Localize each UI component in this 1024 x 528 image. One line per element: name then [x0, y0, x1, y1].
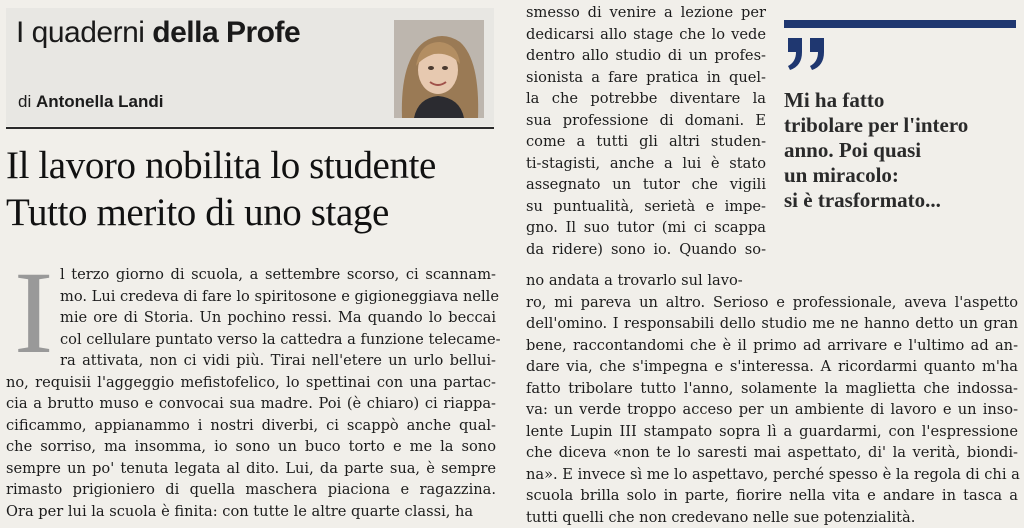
- text-line: gno. Il suo tutor (mi ci scappa: [526, 217, 766, 239]
- text-line: na». E invece sì me lo aspettavo, perché spesso è la regola di chi a: [526, 464, 1018, 486]
- drop-cap: I: [14, 261, 53, 365]
- text-line: dedicarsi allo stage che lo vede: [526, 24, 766, 46]
- series-title-bold: della Profe: [152, 16, 300, 49]
- body-column-1-top: [60, 264, 496, 350]
- byline-prefix: di: [18, 92, 31, 111]
- text-line: rimasto prigioniero di quella maschera piaciona e ragazzina.: [6, 479, 496, 501]
- text-line: sua professione di domani. E: [526, 110, 766, 132]
- text-line: cificammo, appianammo i nostri diverbi, ci scappò anche qual-: [6, 415, 496, 437]
- byline-author: Antonella Landi: [36, 92, 164, 111]
- text-line: come a tutti gli altri studen-: [526, 131, 766, 153]
- text-line: bene, raccontandomi che è il primo ad arrivare e l'ultimo ad an-: [526, 335, 1018, 357]
- body-column-2-top: [526, 2, 766, 260]
- text-line: su puntualità, serietà e impe-: [526, 196, 766, 218]
- text-line: che diceva «non te lo saresti mai aspettato, di' la verità, biondi-: [526, 442, 1018, 464]
- text-line: mie ore di Storia. Un pochino ressi. Ma quando lo beccai: [60, 307, 496, 329]
- pull-quote-line: si è trasformato...: [784, 188, 968, 213]
- headline: [6, 142, 436, 236]
- text-line: Ora per lui la scuola è finita: con tutte le altre quarte classi, ha: [6, 501, 496, 523]
- headline-line-1: Il lavoro nobilita lo studente: [6, 142, 436, 189]
- pull-quote-bar: [784, 20, 1016, 28]
- quote-mark-icon: [784, 34, 844, 74]
- text-line: dell'omino. I responsabili dello studio me ne hanno detto un gran: [526, 313, 1018, 335]
- byline: [18, 92, 163, 112]
- text-line: dentro allo studio di un profes-: [526, 45, 766, 67]
- text-line: tutti quelli che non credevano nelle sue potenzialità.: [526, 507, 1018, 528]
- text-line: dare via, che s'impegna e s'interessa. A ricordarmi quanto m'ha: [526, 356, 1018, 378]
- text-line: ti-stagisti, anche a lui è stato: [526, 153, 766, 175]
- text-line: fatto tribolare tutto l'anno, solamente la maglietta che indossa-: [526, 378, 1018, 400]
- author-photo: [394, 20, 484, 118]
- headline-line-2: Tutto merito di uno stage: [6, 189, 436, 236]
- text-line: che sorriso, ma insomma, io sono un buco torto e me la sono: [6, 436, 496, 458]
- pull-quote-line: anno. Poi quasi: [784, 138, 968, 163]
- text-line: ra attivata, non ci vidi più. Tirai nell'etere un urlo bellui-: [6, 350, 496, 372]
- text-line: sionista a fare pratica in quel-: [526, 67, 766, 89]
- text-line: no andata a trovarlo sul lavo-: [526, 270, 1018, 292]
- text-line: col cellulare puntato verso la cattedra a funzione telecame-: [60, 329, 496, 351]
- body-column-1-bottom: [6, 350, 496, 522]
- text-line: l terzo giorno di scuola, a settembre scorso, ci scannam-: [60, 264, 496, 286]
- text-line: no, requisii l'aggeggio mefistofelico, lo spettinai con una partac-: [6, 372, 496, 394]
- text-line: va: un verde troppo acceso per un ambiente di lavoro e un inso-: [526, 399, 1018, 421]
- text-line: sempre un po' tenuta legata al dito. Lui, da parte sua, è sempre: [6, 458, 496, 480]
- text-line: mo. Lui credeva di fare lo spiritosone e gigioneggiava nelle: [60, 286, 496, 308]
- text-line: smesso di venire a lezione per: [526, 2, 766, 24]
- text-line: da ridere) sono io. Quando so-: [526, 239, 766, 261]
- text-line: la che potrebbe diventare la: [526, 88, 766, 110]
- pull-quote: [784, 88, 968, 213]
- body-column-2-bottom: [526, 270, 1018, 528]
- text-line: scuola brilla solo in parte, fiorire nella vita e andare in tasca a: [526, 485, 1018, 507]
- series-title: [16, 16, 300, 50]
- header-rule: [6, 127, 494, 129]
- pull-quote-line: un miracolo:: [784, 163, 968, 188]
- text-line: assegnato un tutor che vigili: [526, 174, 766, 196]
- text-line: ro, mi pareva un altro. Serioso e professionale, aveva l'aspetto: [526, 292, 1018, 314]
- pull-quote-line: Mi ha fatto: [784, 88, 968, 113]
- text-line: lente Lupin III stampato sopra lì a guardarmi, con l'espressione: [526, 421, 1018, 443]
- pull-quote-line: tribolare per l'intero: [784, 113, 968, 138]
- text-line: cia a brutto muso e convocai sua madre. Poi (è chiaro) ci riappa-: [6, 393, 496, 415]
- series-title-light: I quaderni: [16, 16, 144, 49]
